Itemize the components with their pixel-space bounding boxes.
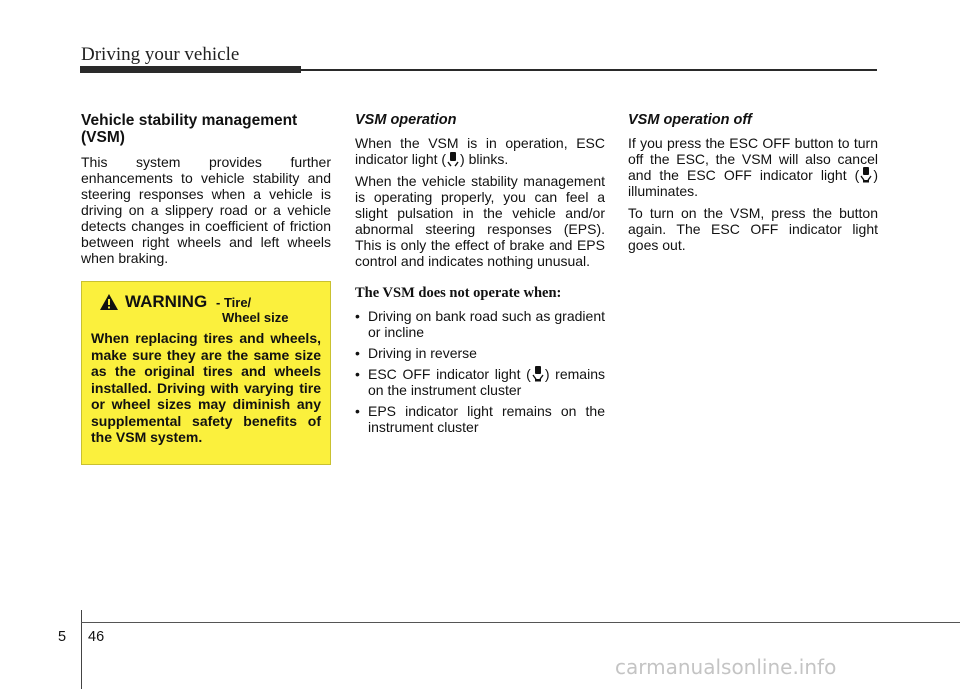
vsm-off-text-a: If you press the ESC OFF button to turn off the ESC, the VSM will also cancel and the ESC OFF indicator light (: [628, 135, 878, 183]
warning-triangle-icon: [99, 293, 119, 311]
vsm-operation-para-1: [355, 135, 605, 167]
vsm-not-operate-heading: The VSM does not operate when:: [355, 285, 562, 301]
vsm-off-para-1: [628, 135, 878, 199]
section-heading-vsm: Vehicle stability management (VSM): [81, 112, 298, 146]
list-item-text-b: ) remains on the instrument cluster: [368, 366, 605, 398]
warning-subtitle-2: Wheel size: [222, 310, 289, 325]
footer-horizontal-rule: [81, 622, 960, 623]
esc-off-indicator-icon: [860, 167, 872, 183]
list-item: [355, 366, 605, 398]
list-item: • EPS indicator light remains on the instrument cluster: [355, 403, 605, 435]
header-rule-thin: [301, 69, 877, 71]
header-rule-thick: [80, 66, 301, 73]
warning-body: When replacing tires and wheels, make sure they are the same size as the original tires and wheels installed. Driving with varying tire or wheel sizes may diminish any supplemental safety benefits of the VSM system.: [91, 330, 321, 445]
vsm-operation-para-2: When the vehicle stability management is operating properly, you can feel a slight pulsation in the vehicle and/or abnormal steering responses (EPS). This is only the effect of brake and EPS control and indicates nothing unusual.: [355, 173, 605, 269]
esc-indicator-icon: [447, 151, 459, 167]
vsm-operation-text-b: ) blinks.: [460, 151, 509, 167]
warning-subtitle-1: - Tire/: [216, 295, 252, 310]
vsm-operation-text-a: When the VSM is in operation, ESC indicator light (: [355, 135, 605, 167]
running-header: Driving your vehicle: [81, 44, 240, 65]
column-2: [355, 112, 605, 440]
vsm-description: This system provides further enhancements to vehicle stability and steering responses when a vehicle is driving on a slippery road or a vehicle detects changes in coefficient of friction between right wheels and left wheels when braking.: [81, 154, 331, 266]
list-item: • Driving on bank road such as gradient or incline: [355, 308, 605, 340]
vsm-off-text-b: ) illuminates.: [628, 167, 878, 199]
warning-header: [91, 290, 321, 324]
warning-title: WARNING: [125, 292, 208, 311]
page-number: 46: [88, 629, 105, 645]
warning-box: [81, 281, 331, 465]
list-item-text-a: ESC OFF indicator light (: [368, 366, 531, 382]
section-heading-vsm-operation: VSM operation: [355, 112, 457, 128]
esc-off-indicator-icon: [532, 366, 544, 382]
section-number: 5: [58, 629, 67, 645]
list-item: • Driving in reverse: [355, 345, 605, 361]
vsm-not-operate-list: [355, 308, 605, 435]
column-1: [81, 112, 331, 272]
watermark[interactable]: carmanualsonline.info: [615, 655, 837, 679]
section-heading-vsm-off: VSM operation off: [628, 112, 752, 128]
vsm-off-para-2: To turn on the VSM, press the button again. The ESC OFF indicator light goes out.: [628, 205, 878, 253]
column-3: [628, 112, 878, 259]
